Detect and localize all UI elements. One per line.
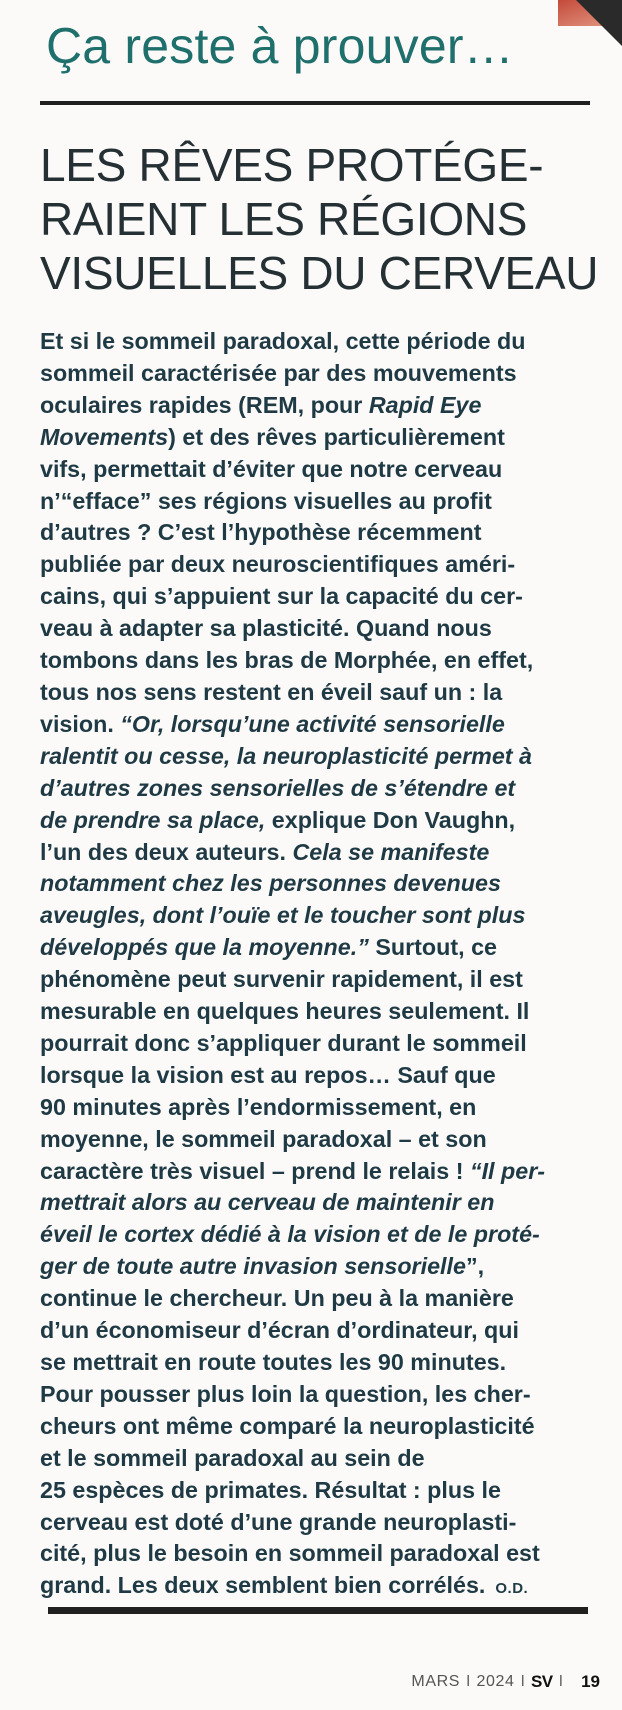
body-line: n’“efface” ses régions visuelles au profit	[40, 487, 492, 514]
body-line: tombons dans les bras de Morphée, en effet,	[40, 647, 534, 674]
article-headline	[40, 138, 600, 300]
footer-separator: I	[466, 1673, 471, 1690]
body-line: moyenne, le sommeil paradoxal – et son	[40, 1125, 487, 1152]
page-number: 19	[581, 1672, 600, 1691]
body-line: grand. Les deux semblent bien corrélés. O.D.	[40, 1572, 529, 1599]
body-line: Pour pousser plus loin la question, les cher-	[40, 1380, 531, 1407]
body-line: d’un économiseur d’écran d’ordinateur, qui	[40, 1317, 519, 1344]
magazine-logo: SV	[530, 1672, 553, 1691]
body-line: lorsque la vision est au repos… Sauf que	[40, 1061, 496, 1088]
body-line: cains, qui s’appuient sur la capacité du cer-	[40, 583, 523, 610]
headline-line: LES RÊVES PROTÉGE-	[40, 139, 544, 191]
section-divider	[40, 101, 590, 105]
body-line: continue le chercheur. Un peu à la manière	[40, 1285, 514, 1312]
section-title: Ça reste à prouver…	[46, 18, 514, 74]
body-line: pourrait donc s’appliquer durant le sommeil	[40, 1029, 527, 1056]
body-line: veau à adapter sa plasticité. Quand nous	[40, 615, 492, 642]
body-line: et le sommeil paradoxal au sein de	[40, 1444, 425, 1471]
headline-line: RAIENT LES RÉGIONS	[40, 193, 528, 245]
headline-line: VISUELLES DU CERVEAU	[40, 247, 599, 299]
body-line: ralentit ou cesse, la neuroplasticité permet à	[40, 742, 532, 769]
body-line: d’autres ? C’est l’hypothèse récemment	[40, 519, 482, 546]
body-line: ger de toute autre invasion sensorielle”,	[40, 1253, 485, 1280]
body-line: vision. “Or, lorsqu’une activité sensorielle	[40, 710, 505, 737]
body-line: 90 minutes après l’endormissement, en	[40, 1093, 477, 1120]
body-line: l’un des deux auteurs. Cela se manifeste	[40, 838, 490, 865]
body-line: cheurs ont même comparé la neuroplasticité	[40, 1412, 535, 1439]
body-line: d’autres zones sensorielles de s’étendre et	[40, 774, 516, 801]
body-line: vifs, permettait d’éviter que notre cerveau	[40, 455, 503, 482]
body-line: Et si le sommeil paradoxal, cette période du	[40, 328, 526, 354]
body-line: Movements) et des rêves particulièrement	[40, 423, 505, 450]
body-line: phénomène peut survenir rapidement, il est	[40, 966, 523, 993]
body-line: aveugles, dont l’ouïe et le toucher sont plus	[40, 902, 526, 929]
article-end-rule	[48, 1607, 588, 1614]
body-line: sommeil caractérisée par des mouvements	[40, 359, 517, 386]
body-line: de prendre sa place, explique Don Vaughn,	[40, 806, 516, 833]
body-line: oculaires rapides (REM, pour Rapid Eye	[40, 391, 482, 418]
body-line: se mettrait en route toutes les 90 minutes.	[40, 1349, 507, 1375]
body-line: mesurable en quelques heures seulement. Il	[40, 998, 530, 1025]
body-line: publiée par deux neuroscientifiques améri-	[40, 551, 516, 578]
body-line: éveil le cortex dédié à la vision et de le proté-	[40, 1221, 540, 1248]
article-body	[40, 326, 592, 1605]
footer-separator: I	[558, 1673, 564, 1690]
body-line: 25 espèces de primates. Résultat : plus le	[40, 1476, 501, 1503]
body-line: cité, plus le besoin en sommeil paradoxal est	[40, 1540, 540, 1567]
page-corner-fold	[576, 0, 622, 46]
body-line: développés que la moyenne.” Surtout, ce	[40, 934, 497, 961]
body-line: notamment chez les personnes devenues	[40, 870, 501, 897]
body-line: caractère très visuel – prend le relais ! “Il per-	[40, 1157, 546, 1184]
footer-month: MARS	[411, 1673, 461, 1690]
page-footer	[0, 1672, 600, 1692]
body-line: mettrait alors au cerveau de maintenir en	[40, 1189, 495, 1216]
body-line: cerveau est doté d’une grande neuroplasti-	[40, 1508, 517, 1535]
body-line: tous nos sens restent en éveil sauf un : la	[40, 678, 503, 705]
footer-year: 2024	[476, 1673, 515, 1690]
author-signature: O.D.	[495, 1580, 529, 1598]
footer-separator: I	[520, 1673, 525, 1690]
